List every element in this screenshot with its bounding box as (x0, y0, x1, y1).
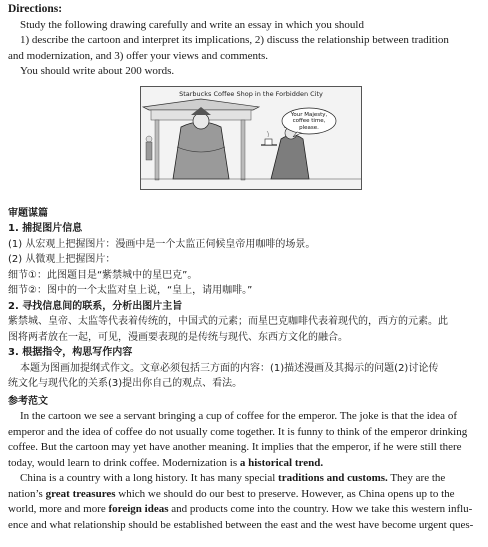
essay-line (8, 502, 482, 518)
essay-text: They are the (387, 472, 446, 484)
analysis-line: 紫禁城、皇帝、太监等代表着传统的，中国式的元素；而星巴克咖啡代表着现代的，西方的元素。此 (8, 316, 448, 327)
cartoon-caption: Starbucks Coffee Shop in the Forbidden City (179, 89, 323, 98)
essay-text: nation’s (8, 487, 46, 500)
analysis-line: 细节①：此图题目是“紫禁城中的星巴克”。 (8, 269, 198, 281)
essay-line (8, 487, 482, 503)
analysis-line: 本题为图画加提纲式作文。文章必须包括三方面的内容：(1)描述漫画及其揭示的问题(2)讨论传 (20, 362, 439, 374)
essay-text: world, more and more (8, 503, 109, 515)
section-heading: 审题谋篇 (8, 207, 48, 219)
essay-text: and products come into the country. How we take this western influ- (168, 503, 473, 515)
essay-line: coffee. But the cartoon may yet have another meaning. It implies that the emperor, if he were still there (8, 441, 462, 453)
essay-keyword: a historical trend. (239, 456, 324, 469)
essay-keyword: foreign ideas (108, 503, 169, 515)
essay-line: ence and what relationship should be established between the east and the west have become urgent ques- (8, 518, 474, 531)
essay-line (8, 456, 482, 472)
directions-line: and modernization, and 3) offer your views and comments. (8, 49, 269, 62)
essay-keyword: great treasures (45, 487, 116, 500)
analysis-line: 细节②：图中的一个太监对皇上说，“皇上，请用咖啡。” (8, 285, 253, 296)
essay-line: emperor and the idea of coffee do not usually come together. It is funny to think of the emperor drinking (8, 425, 468, 438)
directions-title: Directions: (8, 3, 63, 15)
sample-essay-heading: 参考范文 (8, 395, 48, 407)
cartoon-drawing (141, 87, 361, 189)
essay-text: China is a country with a long history. It has many special (20, 472, 279, 484)
speech-bubble-text: Your Majesty, coffee time, please. (290, 111, 328, 131)
subsection-title: 3. 根据指令，构思写作内容 (8, 347, 133, 358)
analysis-line: (1) 从宏观上把握图片：漫画中是一个太监正伺候皇帝用咖啡的场景。 (8, 238, 316, 250)
subsection-title: 2. 寻找信息间的联系，分析出图片主旨 (8, 300, 183, 312)
essay-text: today, would learn to drink coffee. Modernization is (8, 456, 240, 469)
analysis-line: 统文化与现代化的关系(3)提出你自己的观点、看法。 (8, 378, 243, 389)
directions-line: Study the following drawing carefully and write an essay in which you should (20, 18, 364, 31)
essay-text: which we should do our best to preserve. However, as China opens up to the (115, 487, 455, 500)
essay-line: In the cartoon we see a servant bringing a cup of coffee for the emperor. The joke is that the idea of (20, 410, 457, 422)
essay-keyword: traditions and customs. (278, 472, 388, 484)
directions-line: You should write about 200 words. (20, 65, 175, 77)
analysis-line: (2) 从微观上把握图片： (8, 254, 116, 265)
cartoon-image (140, 86, 362, 190)
document-page (8, 2, 482, 533)
analysis-line: 图将两者放在一起，可见，漫画要表现的是传统与现代、东西方文化的融合。 (8, 331, 348, 343)
directions-line: 1) describe the cartoon and interpret its implications, 2) discuss the relationship between tradition (20, 34, 449, 46)
essay-line (8, 471, 482, 487)
subsection-title: 1. 捕捉图片信息 (8, 223, 83, 234)
